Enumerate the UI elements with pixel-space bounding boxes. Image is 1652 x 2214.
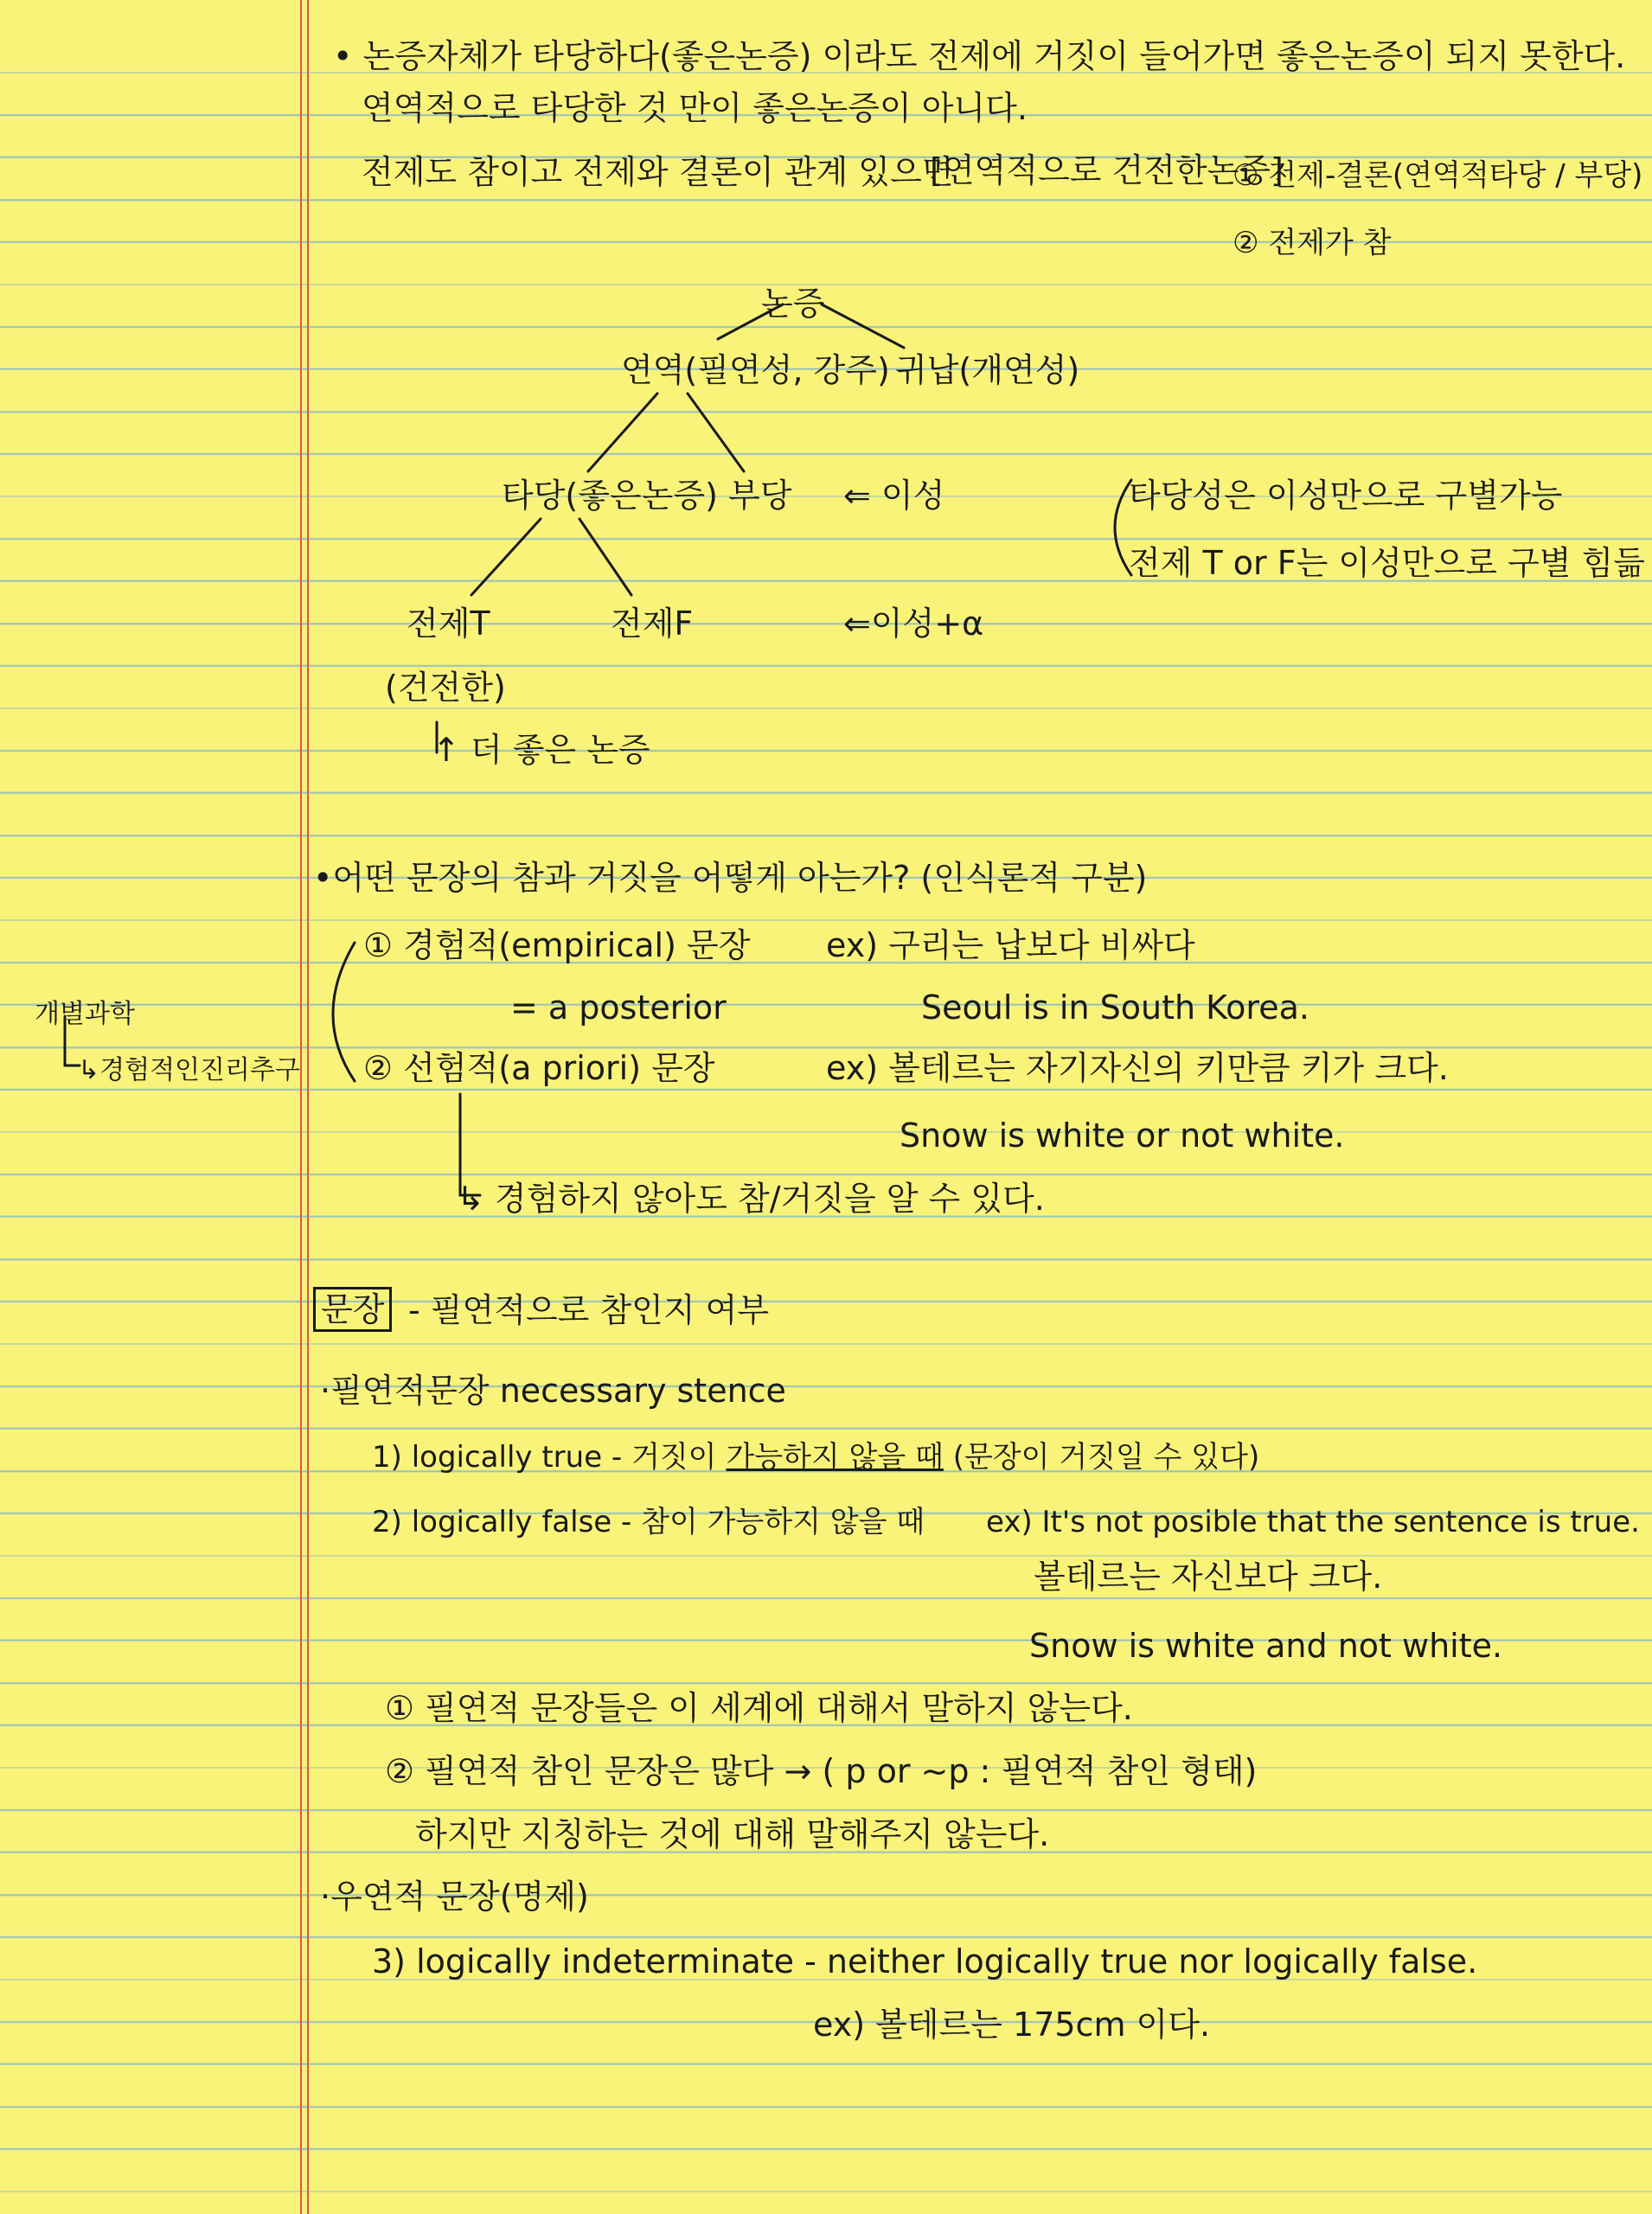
necessary-point-1: ① 필연적 문장들은 이 세계에 대해서 말하지 않는다. [385, 1689, 1133, 1727]
tree-sound: (건전한) [385, 669, 506, 707]
logically-true-text: 1) logically true - 거짓이 [372, 1440, 717, 1475]
tree-better: ↑ 더 좋은 논증 [432, 731, 650, 769]
side-note-bracket [1115, 480, 1131, 575]
a-priori-example-1: ex) 볼테르는 자기자신의 키만큼 키가 크다. [826, 1049, 1449, 1087]
tree-deductive: 연역(필연성, 강주) [621, 351, 890, 389]
branch-root-inductive [822, 304, 904, 348]
necessary-point-2: ② 필연적 참인 문장은 많다 → ( p or ~p : 필연적 참인 형태) [385, 1752, 1258, 1790]
tree-root: 논증 [761, 285, 825, 323]
a-priori-sentence: ② 선험적(a priori) 문장 [363, 1049, 715, 1087]
branch-deductive-invalid [688, 394, 744, 471]
tree-valid: 타당(좋은논증) [502, 477, 718, 515]
tree-side-note-2: 전제 T or F는 이성만으로 구별 힘듦 [1129, 544, 1645, 582]
empirical-sentence: ① 경험적(empirical) 문장 [363, 926, 751, 964]
tree-premise-true: 전제T [407, 605, 490, 643]
logically-true-note: (문장이 거짓일 수 있다) [952, 1440, 1260, 1475]
intro-note-1: ① 전제-결론(연역적타당 / 부당) [1233, 158, 1643, 193]
branch-root-deductive [718, 304, 783, 339]
a-priori-arrow [460, 1094, 480, 1195]
margin-note-2: ↳경험적인진리추구 [78, 1055, 300, 1085]
underlined-phrase: 가능하지 않을 때 [726, 1440, 944, 1475]
section2-question: •어떤 문장의 참과 거짓을 어떻게 아는가? (인식론적 구분) [313, 859, 1148, 897]
logically-false-example: ex) It's not posible that the sentence is true. [986, 1505, 1640, 1539]
necessary-sentence: ·필연적문장 necessary stence [320, 1372, 786, 1410]
tree-inductive: 귀납(개연성) [895, 351, 1080, 389]
logically-false-line: 2) logically false - 참이 가능하지 않을 때 [372, 1505, 925, 1539]
contingent-sentence: ·우연적 문장(명제) [320, 1878, 589, 1916]
empirical-example-1: ex) 구리는 납보다 비싸다 [826, 926, 1195, 964]
necessary-point-2b: 하지만 지칭하는 것에 대해 말해주지 않는다. [415, 1815, 1050, 1853]
section3-title: - 필연적으로 참인지 여부 [408, 1291, 770, 1329]
empirical-example-2: Seoul is in South Korea. [921, 989, 1309, 1027]
tree-invalid: 부당 [728, 477, 792, 515]
a-priori-example-2: Snow is white or not white. [900, 1117, 1345, 1155]
epistemic-bracket [333, 943, 355, 1081]
a-posterior-label: = a posterior [510, 989, 727, 1027]
sound-argument-label: [연역적으로 건전한논증] [930, 151, 1284, 189]
branch-deductive-valid [588, 394, 657, 471]
logically-indeterminate-line: 3) logically indeterminate - neither logically true nor logically false. [372, 1942, 1478, 1980]
logically-false-example-3: Snow is white and not white. [1029, 1627, 1503, 1665]
branch-valid-false [579, 519, 631, 595]
margin-note-1: 개별과학 [35, 999, 135, 1029]
sentence-box-label: 문장 [313, 1287, 392, 1332]
tree-premise-false: 전제F [611, 605, 694, 643]
logically-false-example-2: 볼테르는 자신보다 크다. [1034, 1558, 1383, 1596]
tree-reason-alpha: ⇐이성+α [843, 605, 984, 643]
intro-line-1: • 논증자체가 타당하다(좋은논증) 이라도 전제에 거짓이 들어가면 좋은논증이 되지 못한다. [333, 37, 1626, 75]
intro-line-3: 전제도 참이고 전제와 결론이 관계 있으면 [362, 153, 954, 191]
intro-note-2: ② 전제가 참 [1233, 226, 1392, 260]
indeterminate-example: ex) 볼테르는 175cm 이다. [813, 2006, 1211, 2044]
margin-note-arrow [65, 1016, 80, 1065]
branch-valid-true [471, 519, 541, 595]
tree-reason: ⇐ 이성 [843, 477, 945, 515]
a-priori-note: ↳ 경험하지 않아도 참/거짓을 알 수 있다. [457, 1180, 1045, 1218]
intro-line-2: 연역적으로 타당한 것 만이 좋은논증이 아니다. [362, 89, 1028, 127]
tree-side-note-1: 타당성은 이성만으로 구별가능 [1129, 477, 1563, 515]
